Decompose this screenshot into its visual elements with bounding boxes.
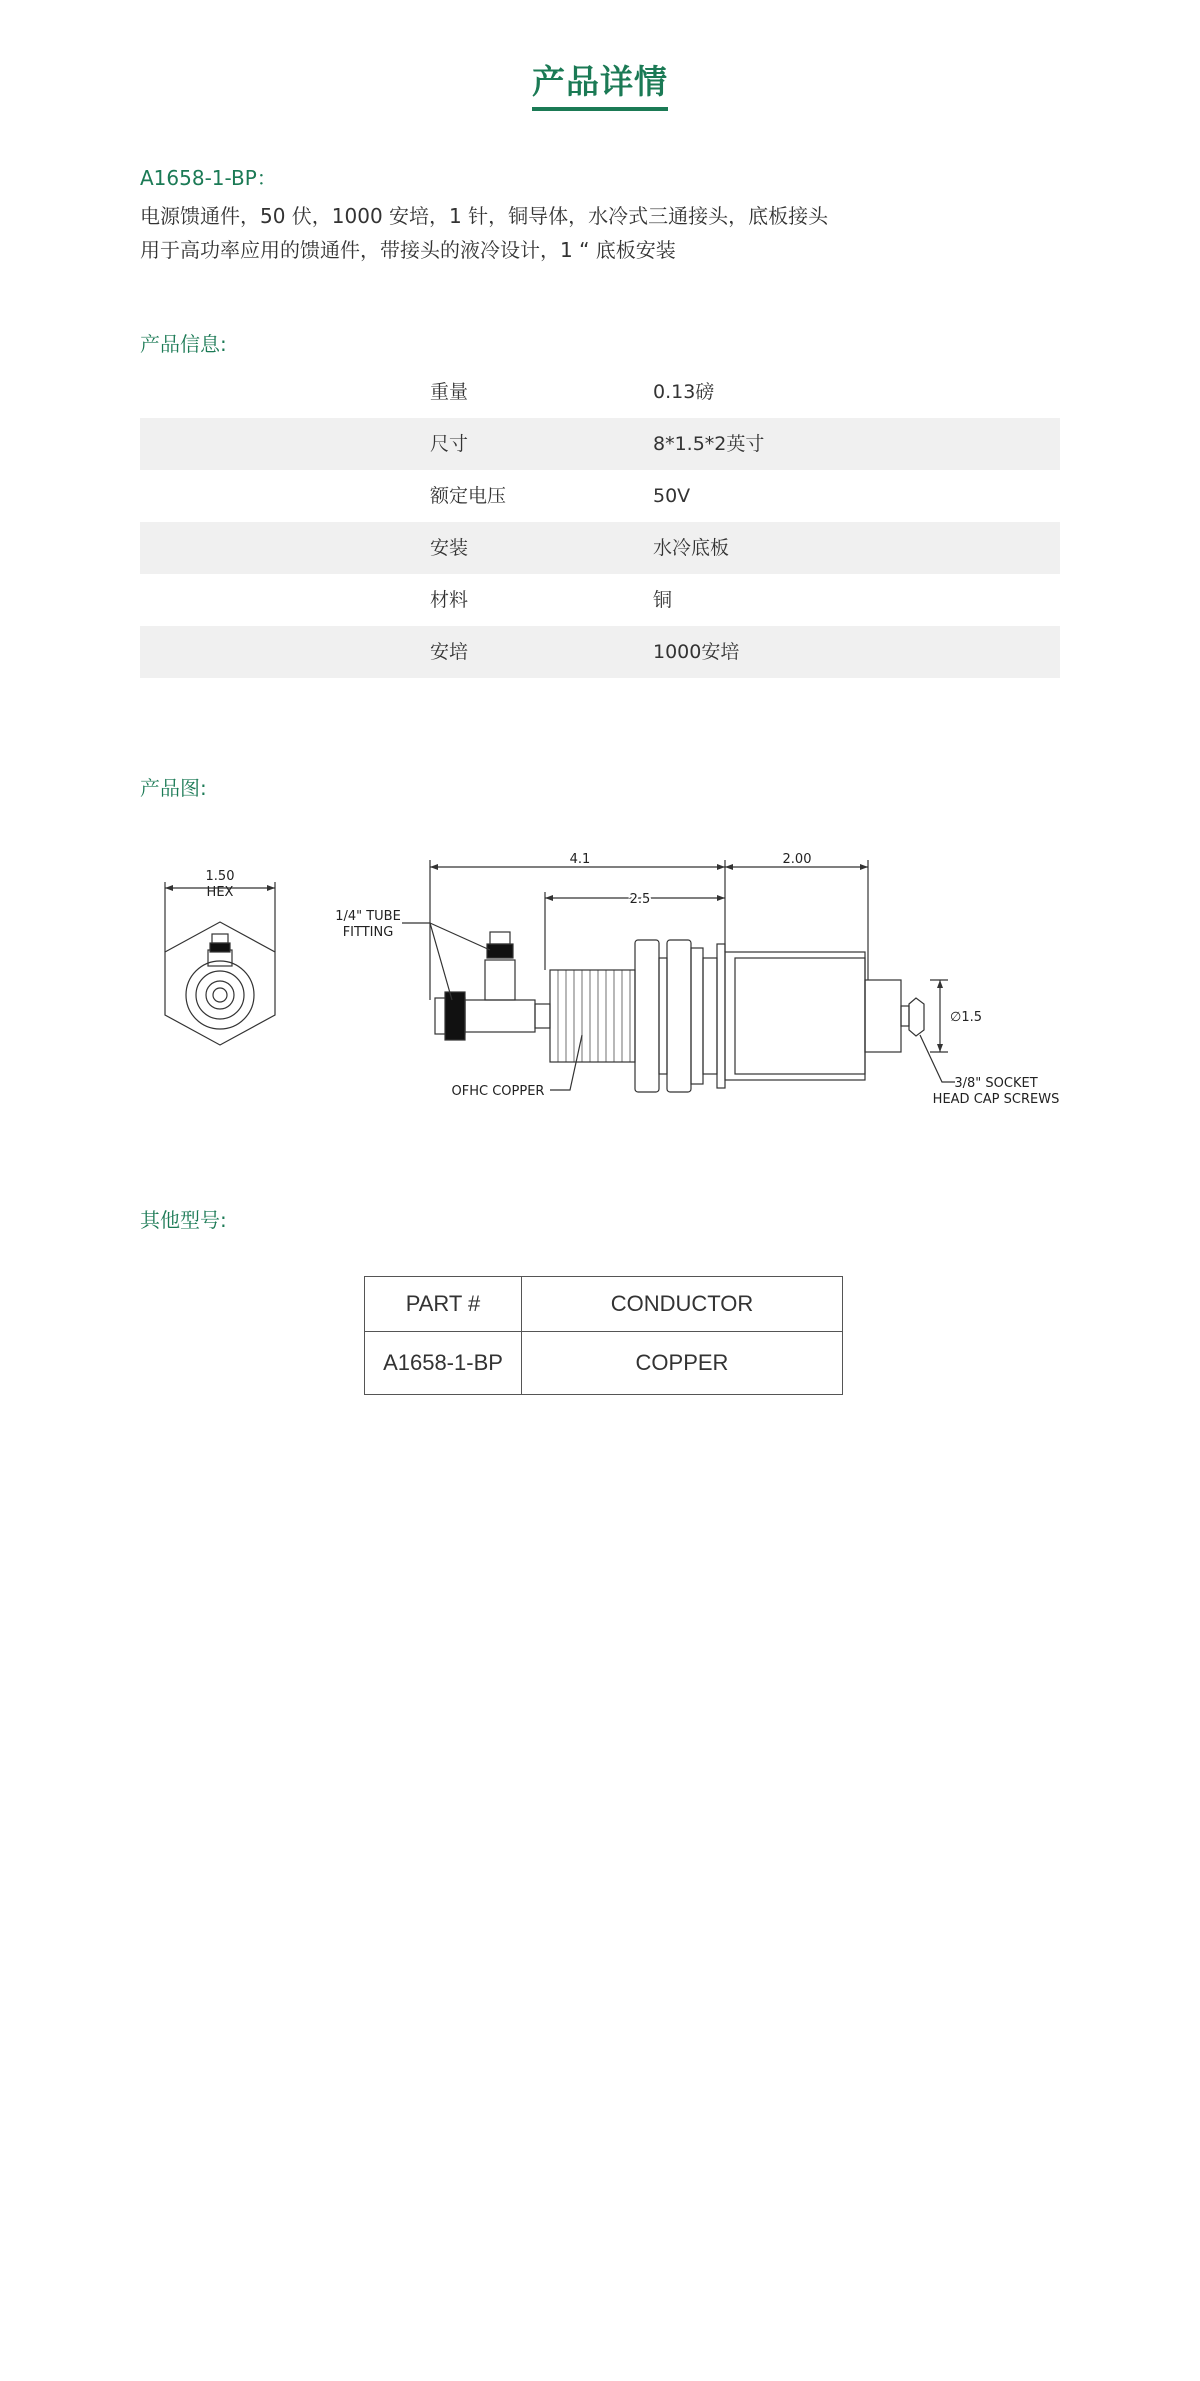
leader-socket	[920, 1035, 955, 1082]
spec-value: 铜	[653, 589, 673, 611]
socket-text-2: HEAD CAP SCREWS	[932, 1092, 1060, 1107]
end-fitting-cap	[210, 943, 230, 952]
top-fitting-nut	[490, 932, 510, 944]
other-models-table	[364, 1276, 843, 1395]
end-fitting-nut	[212, 934, 228, 943]
cooling-block	[725, 952, 865, 1080]
copper-text: OFHC COPPER	[451, 1084, 545, 1099]
spec-table	[140, 366, 1060, 678]
other-models-label: 其他型号:	[140, 1208, 227, 1232]
spec-key: 额定电压	[430, 485, 507, 507]
cooling-block-inner	[735, 958, 865, 1074]
hex-dim-text: 1.50	[205, 869, 235, 884]
washer-1	[659, 958, 667, 1074]
description-line-2: 用于高功率应用的馈通件，带接头的液冷设计，1 “ 底板安装	[140, 238, 676, 262]
model-label: A1658-1-BP：	[140, 166, 277, 190]
spec-row	[140, 418, 1060, 470]
hex-text: HEX	[206, 885, 234, 900]
nut-1	[635, 940, 659, 1092]
block-end	[865, 980, 901, 1052]
leader-tube-2	[430, 923, 490, 950]
product-drawing	[140, 840, 1060, 1120]
tube-fitting-text-1: 1/4" TUBE	[335, 909, 401, 924]
dim-200-text: 2.00	[782, 852, 812, 867]
flange	[691, 948, 703, 1084]
spec-value: 8*1.5*2英寸	[653, 433, 765, 455]
tee-body	[465, 1000, 535, 1032]
connector-neck	[535, 1004, 550, 1028]
technical-drawing	[140, 840, 1060, 1120]
screw-head	[909, 998, 924, 1036]
thread-lines	[558, 970, 630, 1062]
end-circle-mid	[196, 971, 244, 1019]
spec-key: 安装	[430, 537, 469, 559]
tee-riser	[485, 960, 515, 1000]
leader-tube-1	[402, 923, 452, 1000]
spec-row	[140, 522, 1060, 574]
spec-value: 1000安培	[653, 641, 740, 663]
page-title: 产品详情	[532, 56, 668, 111]
table-header-row	[365, 1277, 843, 1332]
spec-value: 50V	[653, 485, 691, 507]
header-part: PART #	[365, 1277, 522, 1332]
end-circle-inner	[206, 981, 234, 1009]
product-image-label: 产品图:	[140, 776, 207, 800]
spec-key: 材料	[430, 589, 469, 611]
spec-key: 重量	[430, 381, 469, 403]
dim-25-text: 2.5	[629, 892, 651, 907]
cell-part: A1658-1-BP	[365, 1332, 522, 1395]
washer-2	[703, 958, 717, 1074]
spec-row	[140, 574, 1060, 626]
dim-41-text: 4.1	[569, 852, 591, 867]
screw-shank	[901, 1006, 909, 1026]
top-fitting-cap	[487, 944, 513, 958]
dim-dia-text: ∅1.5	[950, 1010, 982, 1025]
description-line-1: 电源馈通件，50 伏，1000 安培，1 针，铜导体，水冷式三通接头，底板接头	[140, 204, 829, 228]
baseplate	[717, 944, 725, 1088]
spec-value: 水冷底板	[653, 537, 730, 559]
spec-row	[140, 626, 1060, 678]
spec-row	[140, 366, 1060, 418]
left-fitting-cap	[445, 992, 465, 1040]
spec-value: 0.13磅	[653, 381, 715, 403]
cell-conductor: COPPER	[522, 1332, 843, 1395]
spec-row	[140, 470, 1060, 522]
header-conductor: CONDUCTOR	[522, 1277, 843, 1332]
tube-fitting-text-2: FITTING	[342, 925, 394, 940]
nut-2	[667, 940, 691, 1092]
spec-key: 尺寸	[430, 433, 469, 455]
hex-outline	[165, 922, 275, 1045]
table-row	[365, 1332, 843, 1395]
title-wrap	[0, 56, 1200, 111]
spec-key: 安培	[430, 641, 469, 663]
product-info-label: 产品信息:	[140, 332, 227, 356]
socket-text-1: 3/8" SOCKET	[954, 1076, 1038, 1091]
end-circle-core	[213, 988, 227, 1002]
